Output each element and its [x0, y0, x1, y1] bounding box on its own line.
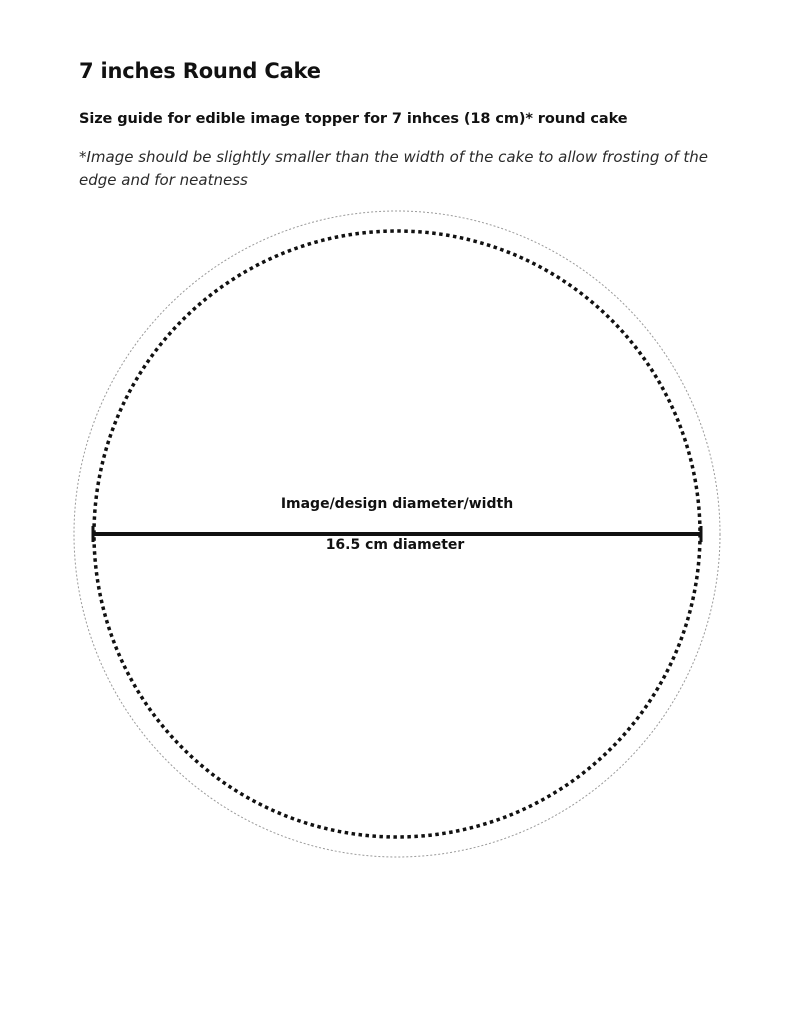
page-subtitle: Size guide for edible image topper for 7 inhces (18 cm)* round cake: [79, 111, 628, 127]
diameter-label: 16.5 cm diameter: [325, 537, 465, 553]
width-label: Image/design diameter/width: [280, 496, 514, 512]
page-title: 7 inches Round Cake: [79, 59, 321, 83]
size-note: *Image should be slightly smaller than the width of the cake to allow frosting of the edge and for neatness: [79, 148, 708, 189]
